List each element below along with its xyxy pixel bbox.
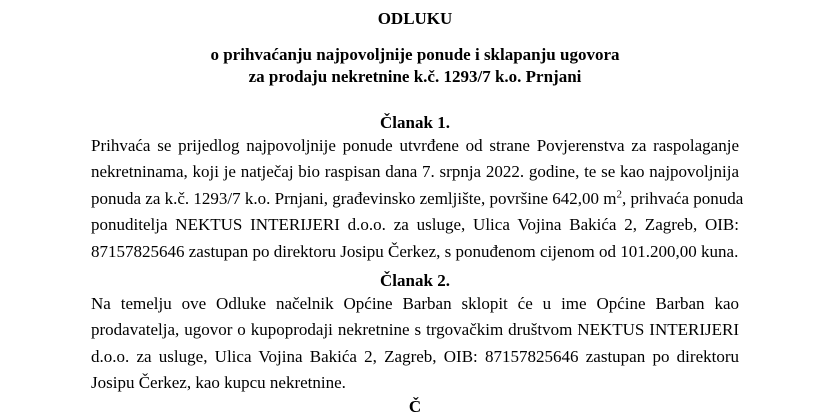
article-1-line-3: [91, 186, 744, 212]
document-title: ODLUKU: [377, 9, 453, 28]
article-2-line-4: Josipu Čerkez, kao kupcu nekretnine.: [91, 373, 346, 393]
area-unit-superscript: 2: [616, 188, 622, 201]
article-1-line-4: ponuditelja NEKTUS INTERIJERI d.o.o. za usluge, Ulica Vojina Bakića 2, Zagreb, OIB:: [91, 215, 739, 235]
document-subtitle-line-2: za prodaju nekretnine k.č. 1293/7 k.o. Prnjani: [248, 67, 582, 86]
article-1-line-3-tail: , prihvaća ponuda: [622, 188, 744, 208]
article-1-heading: Članak 1.: [380, 113, 450, 132]
article-2-line-1: Na temelju ove Odluke načelnik Općine Barban sklopit će u ime Općine Barban kao: [91, 294, 739, 313]
article-1-line-1: Prihvaća se prijedlog najpovoljnije ponude utvrđene od strane Povjerenstva za raspolaganje: [91, 136, 739, 155]
article-2-paragraph: [91, 291, 739, 397]
article-2-line-3: d.o.o. za usluge, Ulica Vojina Bakića 2, Zagreb, OIB: 87157825646 zastupan po direktoru: [91, 346, 739, 366]
article-1-line-5: 87157825646 zastupan po direktoru Josipu Čerkez, s ponuđenom cijenom od 101.200,00 kuna.: [91, 241, 739, 261]
article-2-heading: Članak 2.: [380, 271, 450, 290]
article-1-line-3-text: ponuda za k.č. 1293/7 k.o. Prnjani, građevinsko zemljište, površine 642,00 m: [91, 188, 617, 208]
document-subtitle-line-1: o prihvaćanju najpovoljnije ponude i sklapanju ugovora: [210, 45, 620, 64]
article-2-line-2: prodavatelja, ugovor o kupoprodaji nekretnine s trgovačkim društvom NEKTUS INTERIJERI: [91, 320, 739, 340]
article-1-paragraph: [91, 133, 744, 265]
article-3-heading-partial: Č: [408, 397, 422, 416]
article-1-line-2: nekretninama, koji je natječaj bio raspisan dana 7. srpnja 2022. godine, te se kao najpovoljnija: [91, 162, 739, 182]
